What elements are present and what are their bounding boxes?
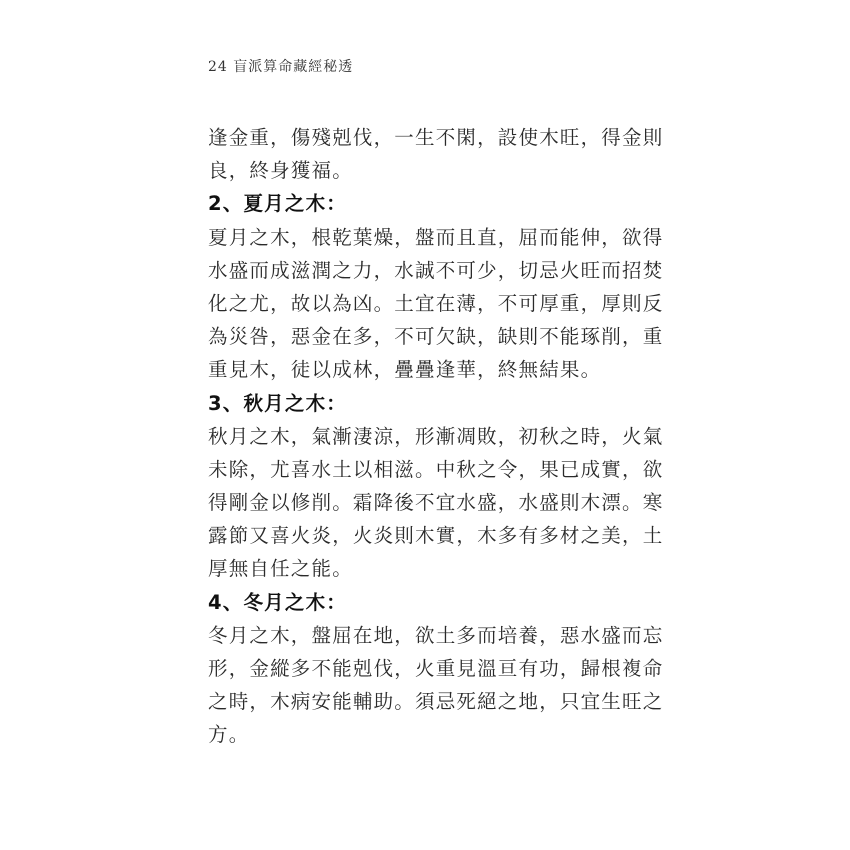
text-line: 水盛而成滋潤之力，水誠不可少，切忌火旺而招焚	[208, 258, 664, 282]
section-heading-summer: 2、夏月之木：	[208, 192, 347, 216]
section-heading-winter: 4、冬月之木：	[208, 590, 347, 614]
running-head: 24 盲派算命藏經秘透	[208, 59, 354, 75]
text-line: 厚無自任之能。	[208, 557, 353, 581]
text-line: 得剛金以修削。霜降後不宜水盛，水盛則木漂。寒	[208, 491, 664, 515]
section-heading-autumn: 3、秋月之木：	[208, 391, 347, 415]
text-line: 方。	[208, 723, 250, 747]
text-line: 之時，木病安能輔助。須忌死絕之地，只宜生旺之	[208, 690, 664, 714]
text-line: 夏月之木，根乾葉燥，盤而且直，屈而能伸，欲得	[208, 225, 664, 249]
text-line: 未除，尤喜水土以相滋。中秋之令，果已成實，欲	[208, 457, 664, 481]
text-line: 良，終身獲福。	[208, 159, 353, 183]
text-line: 逢金重，傷殘剋伐，一生不閑，設使木旺，得金則	[208, 126, 664, 149]
text-line: 秋月之木，氣漸淒涼，形漸凋敗，初秋之時，火氣	[208, 424, 664, 448]
text-line: 形，金縱多不能剋伐，火重見溫亘有功，歸根複命	[208, 657, 664, 680]
text-line: 露節又喜火炎，火炎則木實，木多有多材之美，土	[208, 524, 664, 548]
text-line: 冬月之木，盤屈在地，欲土多而培養，惡水盛而忘	[208, 623, 664, 647]
text-line: 化之尤，故以為凶。土宜在薄，不可厚重，厚則反	[208, 291, 664, 315]
text-line: 為災咎，惡金在多，不可欠缺，缺則不能琢削，重	[208, 325, 664, 349]
body-text	[208, 121, 664, 752]
text-line: 重見木，徒以成林，疊疊逢華，終無結果。	[208, 358, 602, 382]
